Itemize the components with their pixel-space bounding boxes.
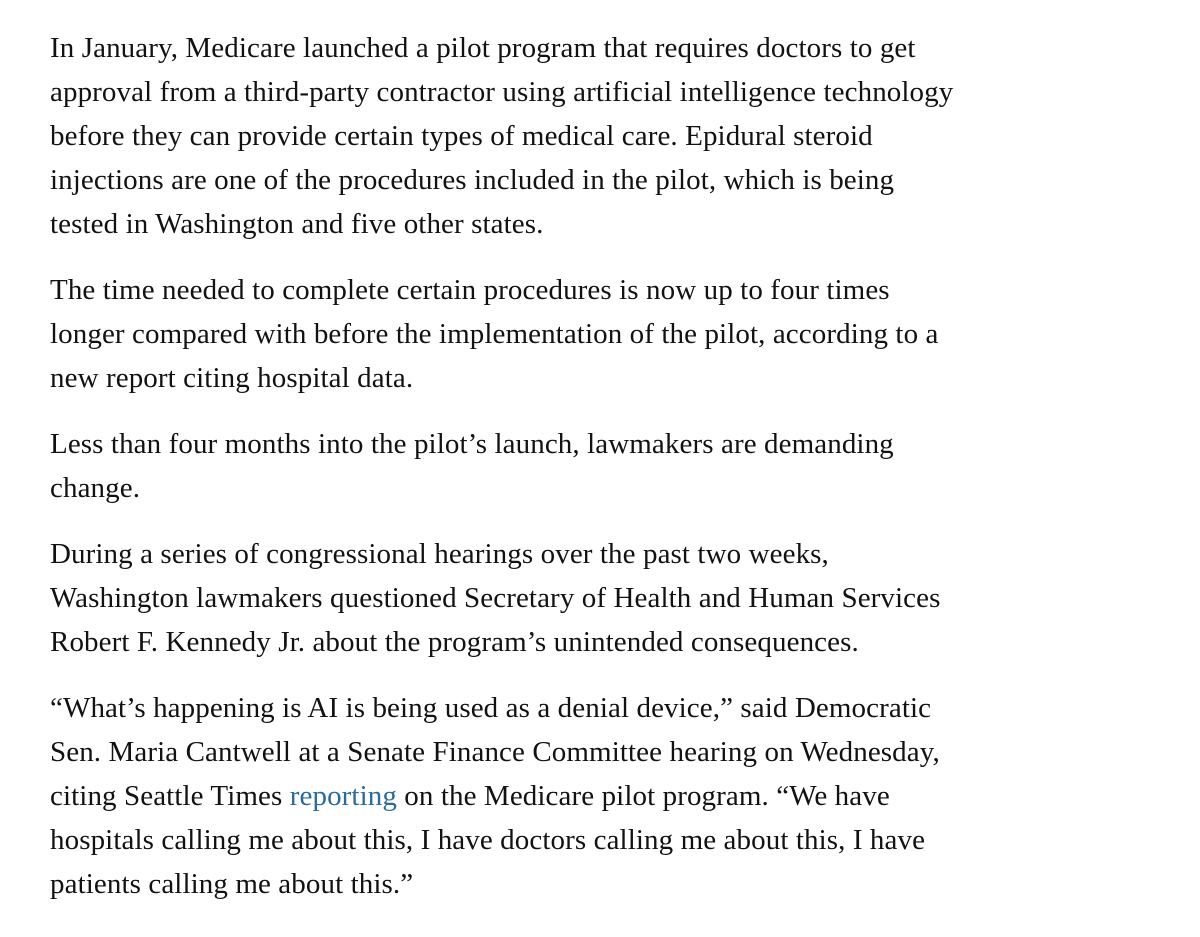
text-line: approval from a third-party contractor using artificial intelligence technology bbox=[50, 76, 954, 108]
text-line: “What’s happening is AI is being used as a denial device,” said Democratic bbox=[50, 692, 932, 724]
text-line: tested in Washington and five other states. bbox=[50, 208, 544, 240]
text-segment: on the Medicare pilot program. “We have bbox=[396, 780, 890, 812]
paragraph-3 bbox=[50, 422, 1150, 510]
text-line: Washington lawmakers questioned Secretary of Health and Human Services bbox=[50, 582, 941, 614]
paragraph-5 bbox=[50, 686, 1150, 906]
text-line: change. bbox=[50, 472, 141, 504]
text-line-with-link bbox=[50, 774, 1150, 818]
text-line: Less than four months into the pilot’s launch, lawmakers are demanding bbox=[50, 428, 894, 460]
text-line: Robert F. Kennedy Jr. about the program’s unintended consequences. bbox=[50, 626, 859, 658]
text-line: longer compared with before the implementation of the pilot, according to a bbox=[50, 318, 939, 350]
article-body bbox=[50, 26, 1150, 928]
text-line: The time needed to complete certain procedures is now up to four times bbox=[50, 274, 890, 306]
text-line: injections are one of the procedures included in the pilot, which is being bbox=[50, 164, 895, 196]
paragraph-4 bbox=[50, 532, 1150, 664]
text-line: before they can provide certain types of medical care. Epidural steroid bbox=[50, 120, 873, 152]
reporting-link[interactable]: reporting bbox=[289, 780, 397, 812]
text-line: patients calling me about this.” bbox=[50, 868, 414, 900]
text-line: hospitals calling me about this, I have doctors calling me about this, I have bbox=[50, 824, 926, 856]
text-segment: citing Seattle Times bbox=[50, 780, 290, 812]
text-line: new report citing hospital data. bbox=[50, 362, 414, 394]
text-line: During a series of congressional hearings over the past two weeks, bbox=[50, 538, 829, 570]
text-line: In January, Medicare launched a pilot program that requires doctors to get bbox=[50, 32, 916, 64]
paragraph-1 bbox=[50, 26, 1150, 246]
text-line: Sen. Maria Cantwell at a Senate Finance Committee hearing on Wednesday, bbox=[50, 736, 940, 768]
paragraph-2 bbox=[50, 268, 1150, 400]
